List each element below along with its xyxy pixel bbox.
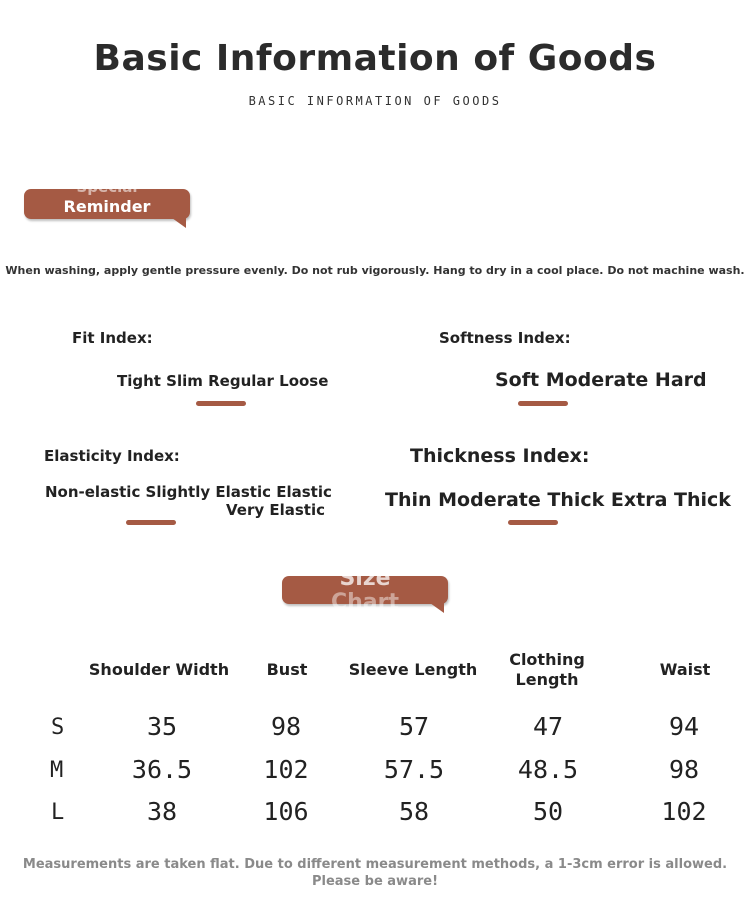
column-header-clothing-length: Clothing Length (509, 650, 585, 689)
softness-index-indicator (518, 401, 568, 406)
page-title: Basic Information of Goods (93, 38, 657, 79)
table-cell: 48.5 (517, 755, 579, 784)
page-subtitle: BASIC INFORMATION OF GOODS (248, 94, 502, 108)
column-header-sleeve-length: Sleeve Length (348, 660, 478, 679)
table-cell: 102 (661, 797, 707, 826)
row-label-l: L (51, 800, 65, 825)
elasticity-index-values-line1: Non-elastic Slightly Elastic Elastic (45, 483, 332, 501)
table-cell: 94 (668, 712, 700, 741)
column-header-waist: Waist (659, 660, 711, 679)
row-label-s: S (51, 715, 65, 740)
table-cell: 106 (263, 797, 309, 826)
special-reminder-badge (24, 178, 190, 219)
elasticity-index-label: Elasticity Index: (44, 447, 180, 465)
thickness-index-indicator (508, 520, 558, 525)
elasticity-index-indicator (126, 520, 176, 525)
row-label-m: M (50, 758, 64, 783)
size-chart-badge-line2: Chart (330, 590, 400, 615)
table-cell: 38 (146, 797, 178, 826)
table-cell: 98 (270, 712, 302, 741)
reminder-badge-line1: Special (76, 178, 138, 196)
table-cell: 36.5 (131, 755, 193, 784)
table-cell: 50 (532, 797, 564, 826)
care-instructions: When washing, apply gentle pressure evenly. Do not rub vigorously. Hang to dry in a cool place. Do not machine wash. (5, 264, 745, 277)
table-cell: 98 (668, 755, 700, 784)
thickness-index-values: Thin Moderate Thick Extra Thick (385, 489, 731, 511)
measurement-note-line2: Please be aware! (311, 874, 438, 889)
softness-index-values: Soft Moderate Hard (495, 369, 707, 391)
table-cell: 57.5 (383, 755, 445, 784)
reminder-badge-line2: Reminder (63, 197, 151, 216)
table-cell: 47 (532, 712, 564, 741)
softness-index-label: Softness Index: (439, 329, 571, 347)
fit-index-label: Fit Index: (72, 329, 153, 347)
table-cell: 57 (398, 712, 430, 741)
measurement-note-line1: Measurements are taken flat. Due to different measurement methods, a 1-3cm error is allowed. (22, 857, 728, 872)
fit-index-indicator (196, 401, 246, 406)
fit-index-values: Tight Slim Regular Loose (117, 372, 329, 390)
table-cell: 102 (263, 755, 309, 784)
elasticity-index-values-line2: Very Elastic (226, 501, 326, 519)
table-cell: 35 (146, 712, 178, 741)
measurement-note (0, 856, 750, 890)
column-header-bust: Bust (266, 660, 308, 679)
column-header-shoulder-width: Shoulder Width (88, 660, 230, 679)
thickness-index-label: Thickness Index: (410, 445, 590, 467)
table-cell: 58 (398, 797, 430, 826)
size-chart-badge (282, 566, 448, 615)
size-chart-badge-line1: Size (339, 566, 391, 591)
